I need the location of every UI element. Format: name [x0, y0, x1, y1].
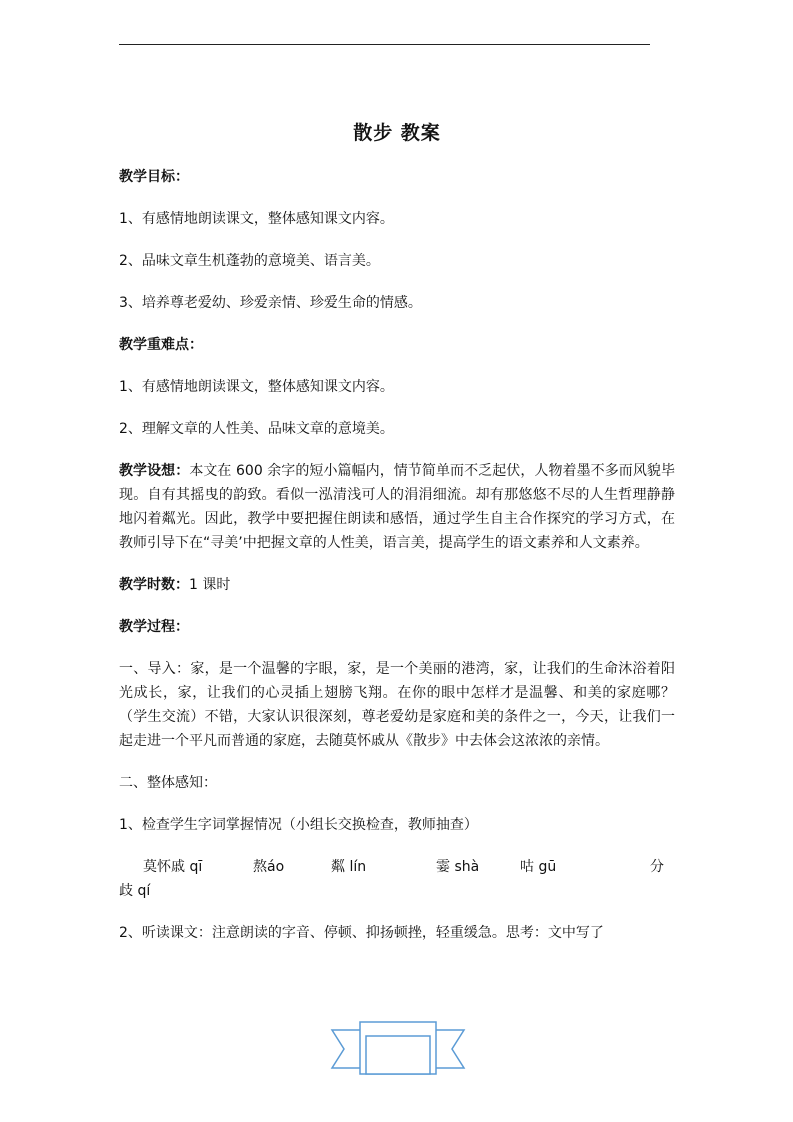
document-title: 散步 教案: [353, 122, 441, 144]
vocab-list: [119, 855, 675, 879]
vocab-tail: 歧 qí: [119, 883, 151, 899]
vocab-item: 粼 lín: [331, 859, 367, 875]
vocab-item: 分: [650, 859, 664, 875]
goal-item: 2、品味文章生机蓬勃的意境美、语言美。: [119, 253, 380, 269]
process-heading: 教学过程：: [119, 619, 189, 635]
vocab-item: 霎 shà: [436, 859, 480, 875]
teaching-hours-label: 教学时数：: [119, 577, 189, 593]
goal-item: 3、培养尊老爱幼、珍爱亲情、珍爱生命的情感。: [119, 295, 422, 311]
goals-heading: 教学目标：: [119, 169, 189, 185]
goal-item: 1、有感情地朗读课文，整体感知课文内容。: [119, 211, 394, 227]
overall-heading: 二、整体感知：: [119, 775, 217, 791]
listen-paragraph: 2、听读课文：注意朗读的字音、停顿、抑扬顿挫，轻重缓急。思考：文中写了: [119, 925, 604, 941]
vocab-item: 莫怀戚 qī: [143, 859, 203, 875]
teaching-hours-text: 1 课时: [189, 577, 231, 593]
ribbon-banner-icon: [330, 1020, 466, 1078]
difficulty-item: 1、有感情地朗读课文，整体感知课文内容。: [119, 379, 394, 395]
teaching-idea-text: 本文在 600 余字的短小篇幅内，情节简单而不乏起伏，人物着墨不多而风貌毕现。自有其摇曳的韵致。看似一泓清浅可人的涓涓细流。却有那悠悠不尽的人生哲理静静地闪着粼光。因此，教学中要把握住朗读和感悟，通过学生自主合作探究的学习方式，在教师引导下在“寻美’中把握文章的人性美，语言美，提高学生的语文素养和人文素养。: [119, 463, 675, 551]
document-body: [119, 118, 675, 963]
intro-paragraph: 一、导入：家，是一个温馨的字眼，家，是一个美丽的港湾，家，让我们的生命沐浴着阳光成长，家，让我们的心灵插上翅膀飞翔。在你的眼中怎样才是温馨、和美的家庭哪？（学生交流）不错，大家认识很深刻，尊老爱幼是家庭和美的条件之一，今天，让我们一起走进一个平凡而普通的家庭，去随莫怀戚从《散步》中去体会这浓浓的亲情。: [119, 661, 675, 749]
difficulty-heading: 教学重难点：: [119, 337, 203, 353]
vocab-item: 熬áo: [253, 859, 285, 875]
teaching-idea: [119, 459, 675, 555]
teaching-hours: [119, 573, 675, 597]
vocab-item: 咕 gū: [520, 859, 557, 875]
teaching-idea-label: 教学设想：: [119, 463, 190, 479]
difficulty-item: 2、理解文章的人性美、品味文章的意境美。: [119, 421, 394, 437]
vocab-check: 1、检查学生字词掌握情况（小组长交换检查，教师抽查）: [119, 817, 478, 833]
header-rule: [119, 44, 650, 45]
